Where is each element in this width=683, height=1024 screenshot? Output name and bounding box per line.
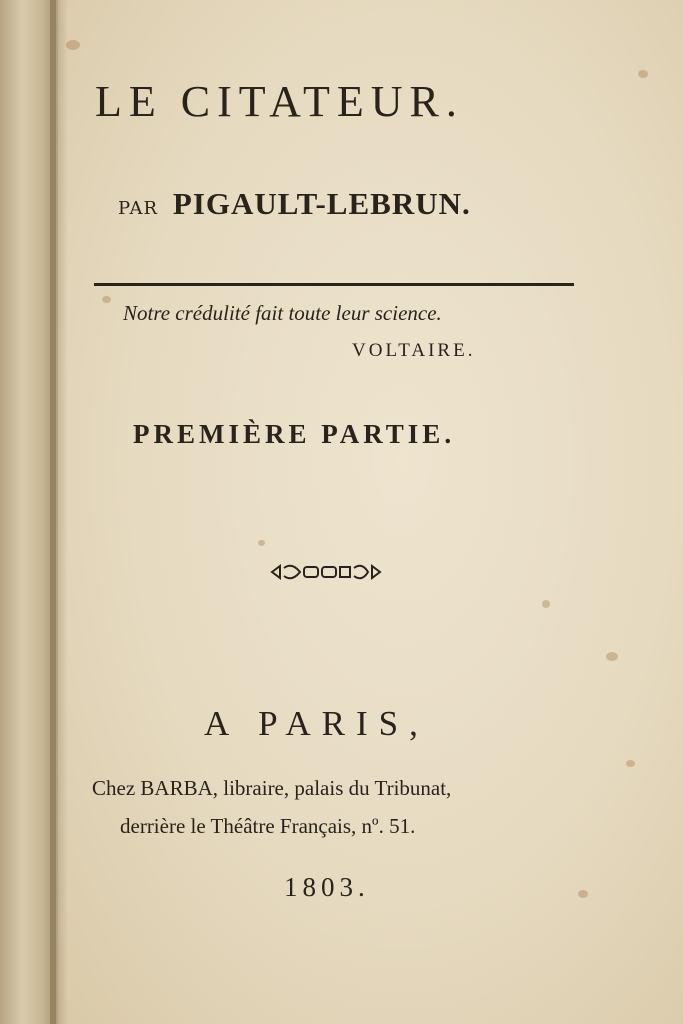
byline-prefix: PAR: [118, 198, 159, 219]
epigraph-quote: Notre crédulité fait toute leur science.: [123, 301, 442, 325]
imprint-year: 1803.: [284, 872, 370, 902]
imprint-city: A PARIS,: [204, 704, 429, 743]
byline: [118, 186, 471, 222]
printer-ornament-icon: [270, 564, 382, 584]
part-heading: PREMIÈRE PARTIE.: [133, 419, 456, 449]
gutter-shadow: [50, 0, 68, 1024]
imprint-address-line: derrière le Théâtre Français, nº. 51.: [120, 814, 416, 838]
author-name: PIGAULT-LEBRUN.: [172, 186, 471, 221]
horizontal-rule: [94, 283, 574, 286]
book-spine-edge: [0, 0, 56, 1024]
book-title: LE CITATEUR.: [95, 77, 464, 126]
epigraph-attribution: VOLTAIRE.: [352, 340, 476, 361]
imprint-publisher-line: Chez BARBA, libraire, palais du Tribunat,: [92, 776, 452, 800]
title-page: [58, 0, 683, 1024]
